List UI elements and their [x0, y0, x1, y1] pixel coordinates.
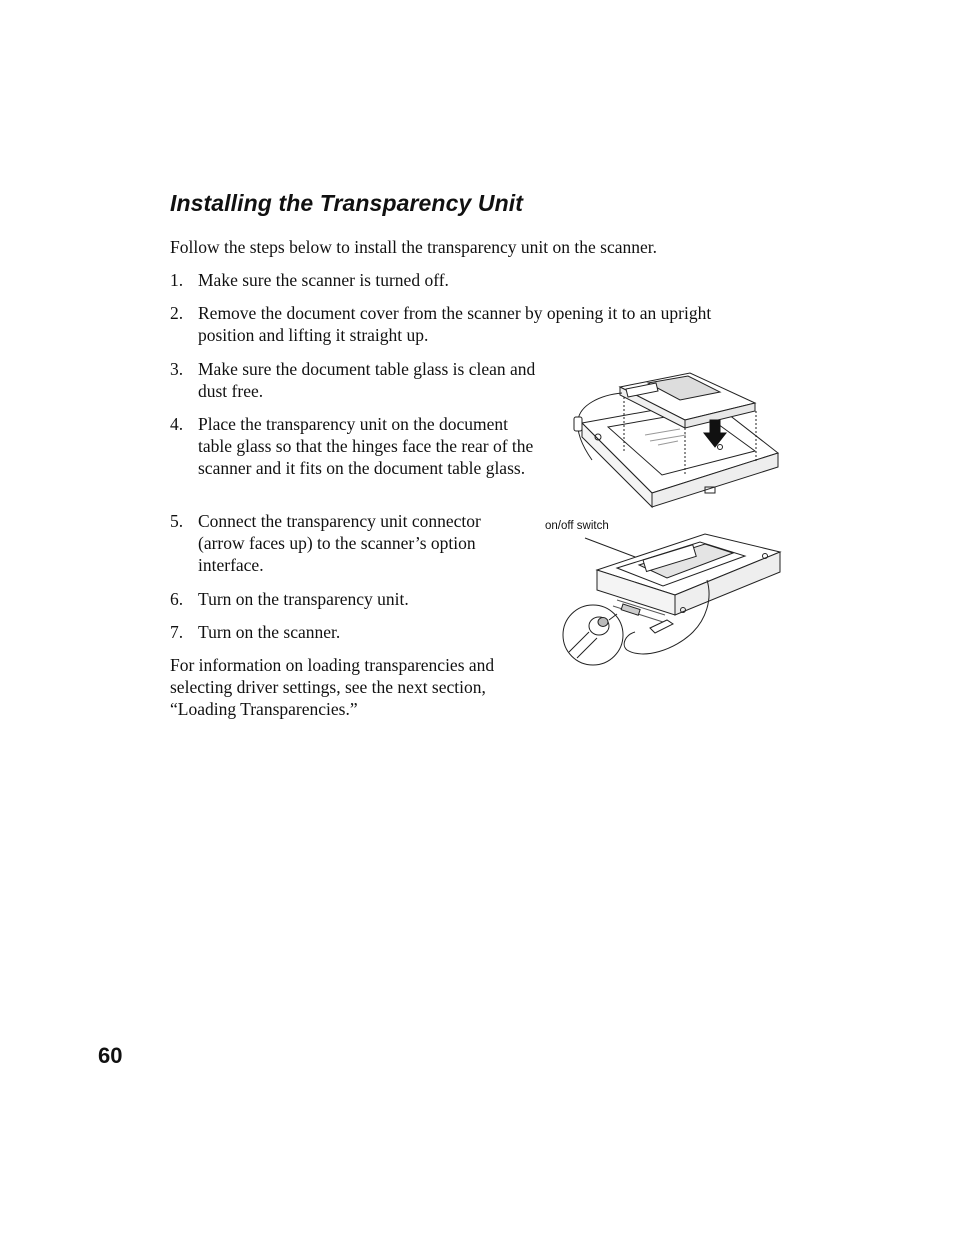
step-text: Turn on the transparency unit.: [198, 589, 409, 609]
step-number: 4.: [170, 414, 184, 434]
closing-line: selecting driver settings, see the next section,: [170, 677, 486, 697]
section-heading: Installing the Transparency Unit: [170, 190, 523, 216]
step-text-line: Make sure the document table glass is clean and: [198, 359, 536, 379]
step-text-line: Connect the transparency unit connector: [198, 511, 481, 531]
page-number: 60: [98, 1043, 123, 1068]
step-text-line: table glass so that the hinges face the rear of the: [198, 436, 534, 456]
step-text-line: scanner and it fits on the document table glass.: [198, 458, 526, 478]
step-text-line: (arrow faces up) to the scanner’s option: [198, 533, 476, 553]
step-number: 6.: [170, 589, 184, 609]
step-text: Make sure the scanner is turned off.: [198, 270, 449, 290]
step-number: 1.: [170, 270, 184, 290]
closing-line: “Loading Transparencies.”: [170, 699, 358, 719]
on-off-switch-callout: on/off switch: [545, 520, 609, 532]
intro-paragraph: Follow the steps below to install the transparency unit on the scanner.: [170, 237, 657, 257]
connector-illustration: [555, 520, 785, 670]
step-text-line: Place the transparency unit on the document: [198, 414, 509, 434]
step-number: 3.: [170, 359, 184, 379]
step-number: 7.: [170, 622, 184, 642]
step-text: Turn on the scanner.: [198, 622, 341, 642]
step-number: 2.: [170, 303, 184, 323]
step-text-line: position and lifting it straight up.: [198, 325, 429, 345]
step-text-line: dust free.: [198, 381, 264, 401]
step-number: 5.: [170, 511, 184, 531]
step-text-line: Remove the document cover from the scanner by opening it to an upright: [198, 303, 712, 323]
closing-paragraph: [170, 654, 494, 720]
step-text-line: interface.: [198, 555, 264, 575]
closing-line: For information on loading transparencies and: [170, 655, 495, 675]
transparency-unit-install-illustration: [560, 365, 785, 510]
